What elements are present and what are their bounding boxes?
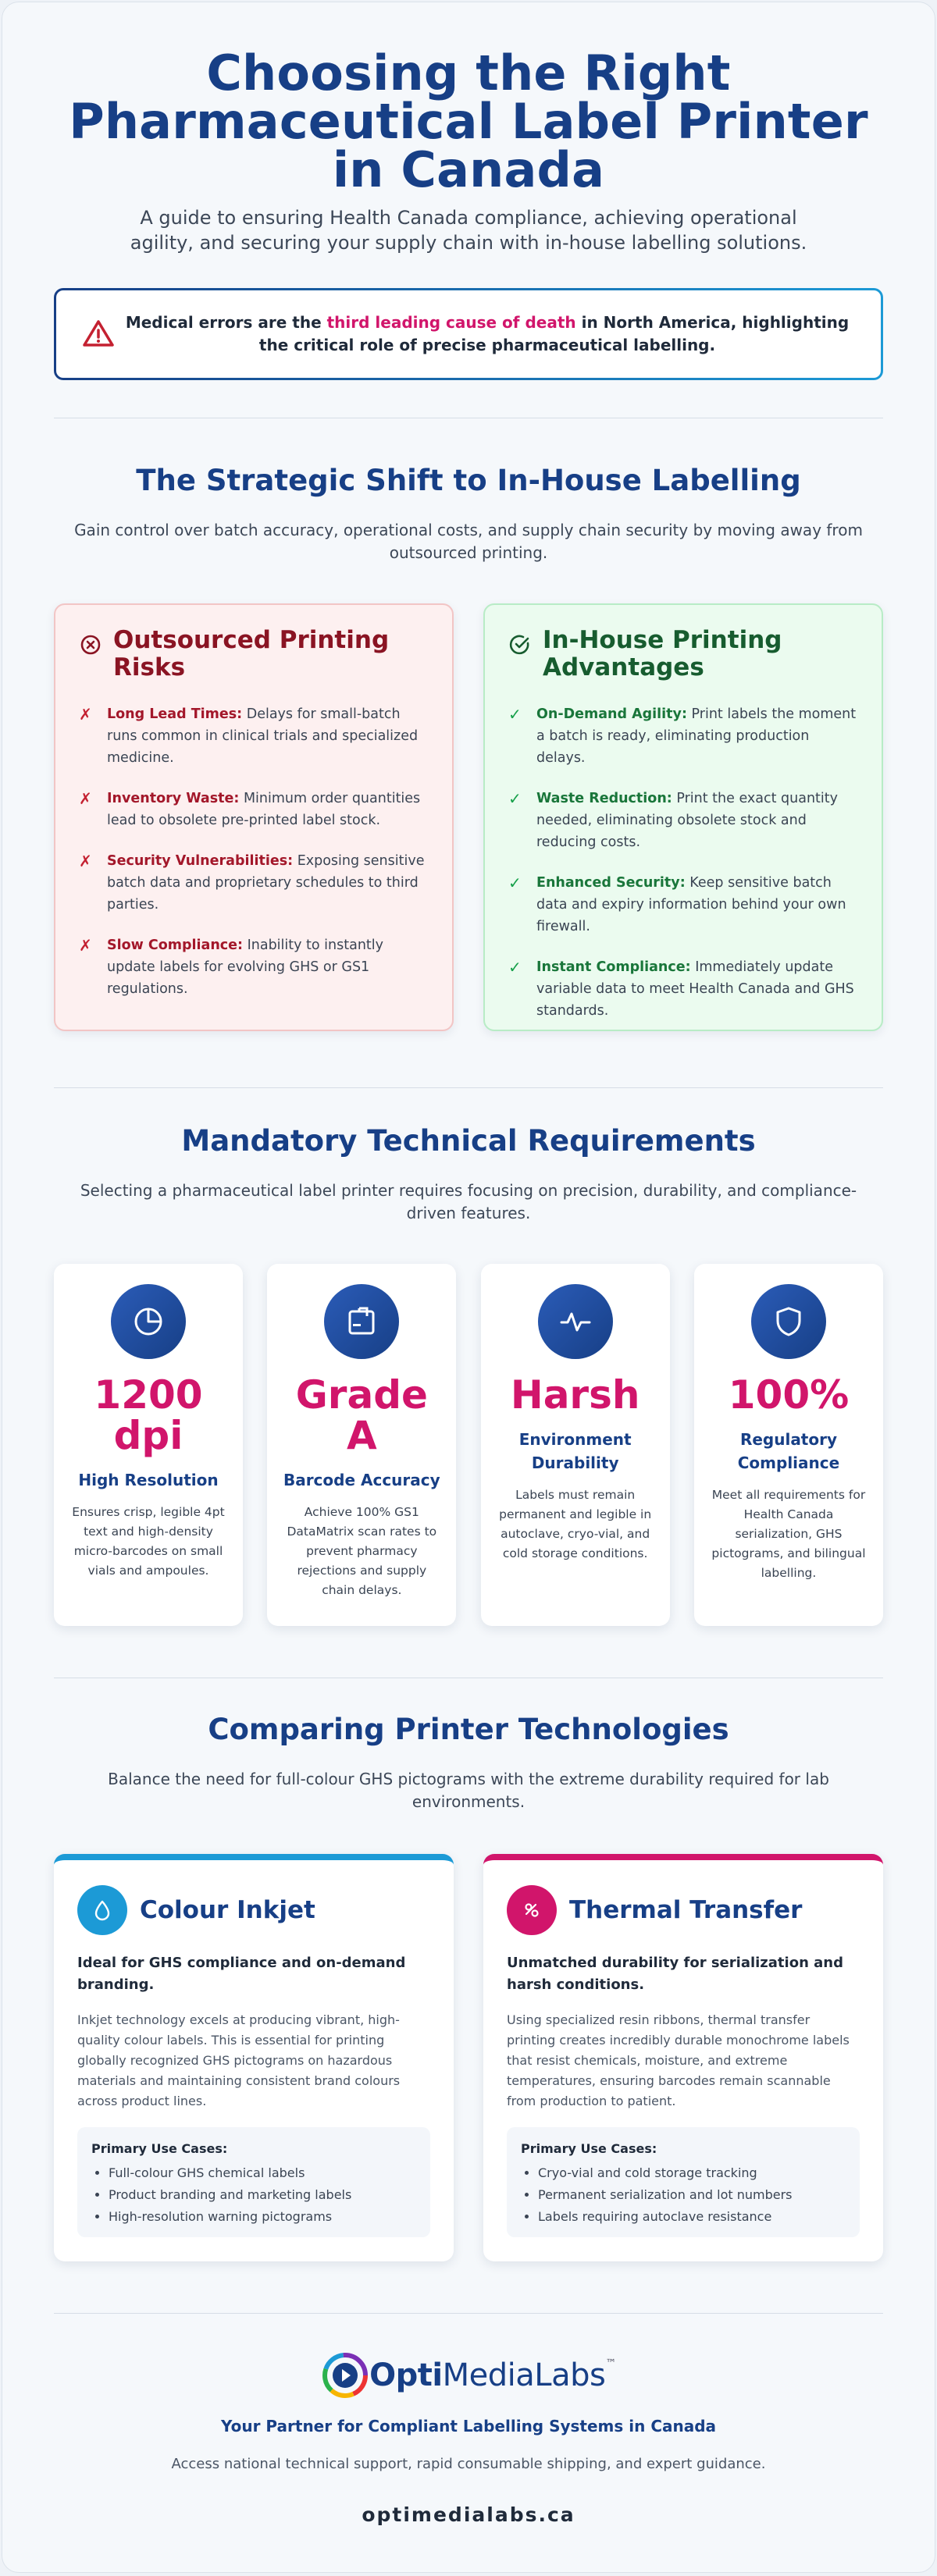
inkjet-description: Inkjet technology excels at producing vibrant, high-quality colour labels. This is essential for printing globally recognized GHS pictograms on hazardous materials and maintaining consistent brand colours across product lines.: [77, 2012, 401, 2108]
footer: [54, 2351, 883, 2526]
requirement-card: [267, 1264, 456, 1626]
section-divider: [54, 2313, 883, 2314]
logo-mark-icon: [321, 2351, 369, 2400]
x-circle-icon: [79, 633, 102, 656]
requirement-card: [694, 1264, 883, 1626]
stat-value: Harsh: [510, 1372, 640, 1418]
stat-value: 100%: [728, 1372, 850, 1418]
requirement-text: Meet all requirements for Health Canada serialization, GHS pictograms, and bilingual labelling.: [711, 1488, 866, 1580]
inkjet-card: [54, 1854, 454, 2261]
shift-subtitle: Gain control over batch accuracy, operational costs, and supply chain security by moving away from outsourced printing.: [74, 521, 863, 562]
check-circle-icon: [508, 633, 532, 656]
website-link[interactable]: optimedialabs.ca: [362, 2503, 575, 2526]
cross-mark-icon: ✗: [79, 789, 92, 808]
requirements-section: [54, 1088, 883, 1626]
technologies-subtitle: Balance the need for full-colour GHS pictograms with the extreme durability required for lab environments.: [108, 1770, 829, 1811]
risks-card: [54, 603, 454, 1031]
shift-section: [54, 418, 883, 1031]
requirement-heading: Regulatory Compliance: [737, 1430, 840, 1472]
list-item: ✓ Enhanced Security: Keep sensitive batch data and expiry information behind your own firewall.: [508, 872, 858, 938]
thermal-tagline: Unmatched durability for serialization and harsh conditions.: [507, 1955, 843, 1993]
technologies-title: Comparing Printer Technologies: [208, 1713, 729, 1746]
thermal-use-cases: Primary Use Cases: • Cryo-vial and cold storage tracking • Permanent serialization and lot numbers • Labels requiring autoclave resistance: [507, 2127, 860, 2237]
check-mark-icon: ✓: [508, 958, 522, 977]
infographic-page: [2, 2, 935, 2573]
pulse-activity-icon: [538, 1284, 613, 1359]
requirement-text: Labels must remain permanent and legible in autoclave, cryo-vial, and cold storage conditions.: [499, 1488, 652, 1560]
list-item: ✗ Security Vulnerabilities: Exposing sensitive batch data and proprietary schedules to third parties.: [79, 850, 429, 916]
page-title: Choosing the Right Pharmaceutical Label Printer in Canada: [69, 44, 868, 198]
list-item: ✗ Slow Compliance: Inability to instantly update labels for evolving GHS or GS1 regulations.: [79, 934, 429, 1000]
requirements-subtitle: Selecting a pharmaceutical label printer requires focusing on precision, durability, and compliance-driven features.: [80, 1181, 857, 1222]
check-mark-icon: ✓: [508, 873, 522, 892]
list-item: ✗ Inventory Waste: Minimum order quantities lead to obsolete pre-printed label stock.: [79, 788, 429, 831]
stat-value: 1200 dpi: [94, 1372, 203, 1458]
hero: [54, 2, 883, 380]
risks-title: Outsourced Printing Risks: [113, 626, 390, 681]
requirements-title: Mandatory Technical Requirements: [181, 1124, 756, 1158]
list-item: ✗ Long Lead Times: Delays for small-batch runs common in clinical trials and specialized medicine.: [79, 703, 429, 769]
page-subtitle: A guide to ensuring Health Canada compliance, achieving operational agility, and securing your supply chain with in-house labelling solutions.: [130, 207, 807, 254]
check-mark-icon: ✓: [508, 705, 522, 724]
alert-highlight: third leading cause of death: [326, 313, 576, 332]
advantages-title: In-House Printing Advantages: [543, 626, 782, 681]
thermal-card: [483, 1854, 883, 2261]
footer-tagline: Your Partner for Compliant Labelling Systems in Canada: [220, 2417, 717, 2435]
heat-transfer-icon: [507, 1885, 557, 1935]
list-item: • Labels requiring autoclave resistance: [538, 2206, 846, 2228]
list-item: • Cryo-vial and cold storage tracking: [538, 2162, 846, 2184]
alert-text: Medical errors are the third leading cause of death in North America, highlighting the critical role of precise pharmaceutical labelling.: [125, 313, 850, 354]
droplet-icon: [77, 1885, 127, 1935]
barcode-scan-icon: [324, 1284, 399, 1359]
list-item: • High-resolution warning pictograms: [109, 2206, 416, 2228]
cross-mark-icon: ✗: [79, 705, 92, 724]
requirement-heading: Environment Durability: [518, 1430, 632, 1472]
advantages-card: [483, 603, 883, 1031]
cross-mark-icon: ✗: [79, 936, 92, 955]
alert-callout: [54, 288, 883, 380]
list-item: • Product branding and marketing labels: [109, 2184, 416, 2206]
check-mark-icon: ✓: [508, 789, 522, 808]
list-item: ✓ Instant Compliance: Immediately update variable data to meet Health Canada and GHS standards.: [508, 956, 858, 1022]
list-item: ✓ Waste Reduction: Print the exact quantity needed, eliminating obsolete stock and reducing costs.: [508, 788, 858, 853]
inkjet-title: Colour Inkjet: [140, 1896, 315, 1924]
logo-wordmark: OptiMediaLabs™: [369, 2357, 616, 2393]
thermal-title: Thermal Transfer: [569, 1896, 803, 1924]
shield-icon: [751, 1284, 826, 1359]
list-item: ✓ On-Demand Agility: Print labels the moment a batch is ready, eliminating production delays.: [508, 703, 858, 769]
pie-chart-icon: [111, 1284, 186, 1359]
shift-title: The Strategic Shift to In-House Labelling: [136, 464, 801, 497]
requirement-card: [54, 1264, 243, 1626]
list-item: • Full-colour GHS chemical labels: [109, 2162, 416, 2184]
requirement-text: Achieve 100% GS1 DataMatrix scan rates to prevent pharmacy rejections and supply chain delays.: [287, 1505, 437, 1597]
footer-subtitle: Access national technical support, rapid consumable shipping, and expert guidance.: [171, 2456, 766, 2472]
warning-triangle-icon: [80, 315, 117, 353]
requirement-heading: High Resolution: [78, 1471, 219, 1489]
company-logo: [54, 2351, 883, 2400]
inkjet-tagline: Ideal for GHS compliance and on-demand branding.: [77, 1955, 406, 1993]
technologies-section: [54, 1678, 883, 2261]
thermal-description: Using specialized resin ribbons, thermal transfer printing creates incredibly durable monochrome labels that resist chemicals, moisture, and extreme temperatures, ensuring barcodes remain scannable from production to patient.: [507, 2012, 850, 2108]
stat-value: Grade A: [295, 1372, 428, 1458]
requirement-card: [481, 1264, 670, 1626]
inkjet-use-cases: Primary Use Cases: • Full-colour GHS chemical labels • Product branding and marketing labels • High-resolution warning pictograms: [77, 2127, 430, 2237]
requirement-heading: Barcode Accuracy: [283, 1471, 440, 1489]
requirement-text: Ensures crisp, legible 4pt text and high-density micro-barcodes on small vials and ampoules.: [72, 1505, 225, 1578]
cross-mark-icon: ✗: [79, 852, 92, 870]
list-item: • Permanent serialization and lot numbers: [538, 2184, 846, 2206]
